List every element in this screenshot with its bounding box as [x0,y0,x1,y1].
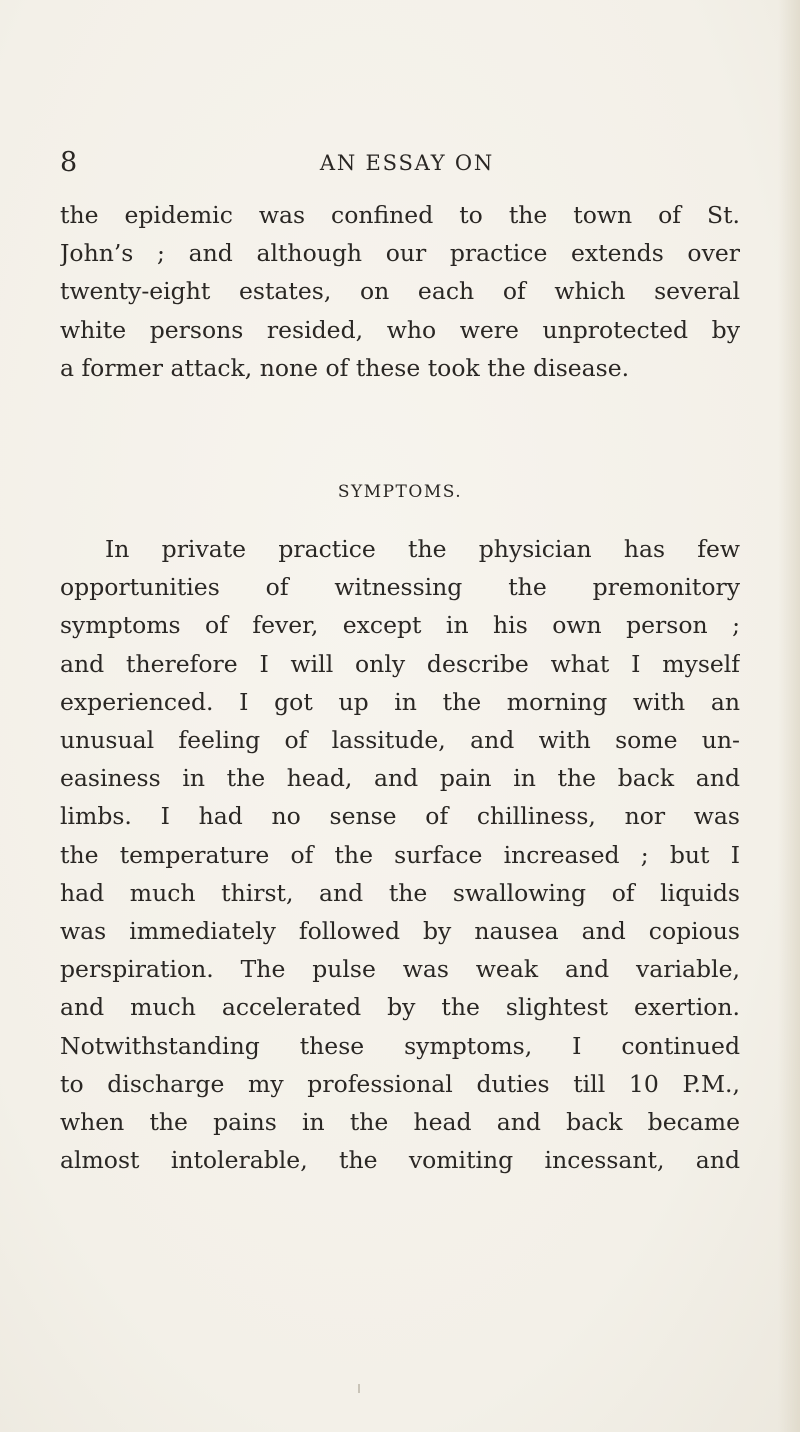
text-line: experienced. I got up in the morning with an [60,687,740,716]
paragraph-2 [60,530,740,1179]
text-line: and therefore I will only describe what I myself [60,649,740,678]
text-line: Notwithstanding these symptoms, I continued [60,1031,740,1060]
text-line: symptoms of fever, except in his own person ; [60,611,740,640]
text-line: the temperature of the surface increased ; but I [60,840,740,869]
page-header [60,146,740,180]
text-line: the epidemic was confined to the town of St. [60,201,740,229]
section-heading: SYMPTOMS. [337,482,463,502]
running-title: AN ESSAY ON [319,151,495,175]
text-line: a former attack, none of these took the disease. [60,353,630,382]
text-line: John’s ; and although our practice extends over [60,239,740,268]
text-line: white persons resided, who were unprotected by [60,315,740,344]
text-line: had much thirst, and the swallowing of liquids [60,878,740,907]
paragraph-1 [60,196,740,387]
text-line: opportunities of witnessing the premonitory [60,573,740,602]
text-line: when the pains in the head and back became [60,1108,740,1137]
text-line: unusual feeling of lassitude, and with some un- [60,726,740,755]
text-line: and much accelerated by the slightest exertion. [60,993,740,1022]
text-line: In private practice the physician has few [105,535,740,563]
text-line: limbs. I had no sense of chilliness, nor was [60,802,740,831]
text-line: easiness in the head, and pain in the back and [60,764,740,793]
text-line: to discharge my professional duties till 10 P.M., [60,1069,740,1098]
text-line: was immediately followed by nausea and copious [60,917,740,946]
print-speck [358,1384,360,1393]
text-line: perspiration. The pulse was weak and variable, [60,955,740,984]
page-edge-shadow [778,0,800,1432]
text-line: almost intolerable, the vomiting incessant, and [60,1146,740,1175]
page-number: 8 [60,147,78,178]
text-line: twenty-eight estates, on each of which several [60,277,740,306]
